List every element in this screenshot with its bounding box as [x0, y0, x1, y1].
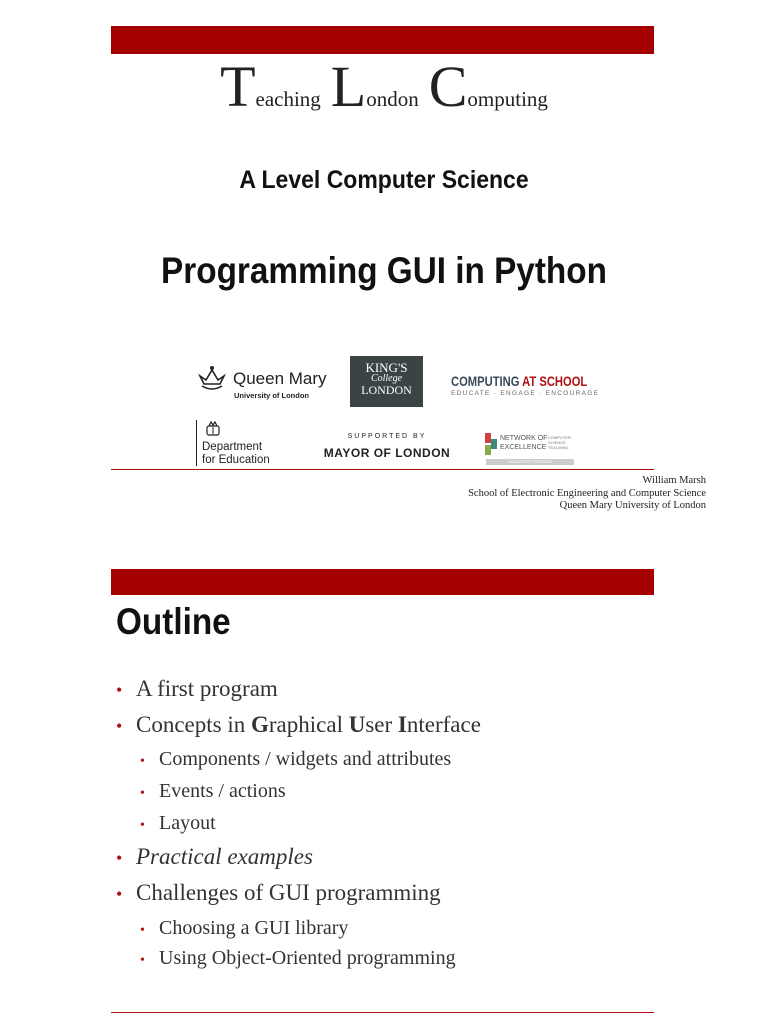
bullet-first-program: • A first program — [116, 676, 278, 701]
bullet-dot: • — [140, 786, 145, 801]
network-of-excellence-logo — [484, 432, 576, 466]
brand-initial-c: C — [428, 54, 468, 119]
course-subtitle: A Level Computer Science — [239, 166, 529, 194]
dfe-divider — [196, 420, 197, 466]
bullet-dot: • — [116, 884, 123, 904]
bullet-dot: • — [116, 680, 123, 700]
sub-bullet-events: • Events / actions — [140, 780, 286, 802]
kings-line1: KING'S — [365, 360, 408, 375]
bullet-practical: • Practical examples — [116, 844, 313, 869]
noe-small: COMPUTER SCIENCE TEACHING — [548, 435, 571, 450]
bullet-dot: • — [140, 818, 145, 833]
bullet-dot: • — [116, 716, 123, 736]
cas-tagline: EDUCATE · ENGAGE · ENCOURAGE — [451, 390, 600, 397]
slide2-footer-line — [111, 1012, 654, 1013]
brand-word-computing: omputing — [467, 87, 548, 111]
author-name: William Marsh — [642, 475, 706, 486]
bullet-dot: • — [116, 848, 123, 868]
slide1-header-bar — [111, 26, 654, 54]
bullet-concepts: • Concepts in Graphical User Interface — [116, 712, 481, 737]
author-university: Queen Mary University of London — [559, 500, 706, 511]
author-block — [468, 475, 706, 513]
royal-crest-icon — [204, 421, 222, 437]
crown-icon — [196, 364, 228, 392]
kings-line2: College — [370, 373, 403, 384]
noe-emblem-icon — [484, 432, 498, 458]
sub-bullet-layout: • Layout — [140, 812, 216, 834]
dfe-line1: Department — [202, 441, 263, 453]
qm-name: Queen Mary — [233, 369, 327, 388]
noe-line1: NETWORK OF — [500, 435, 548, 442]
brand-word-teaching: eaching — [255, 87, 321, 111]
sub-bullet-oop: • Using Object-Oriented programming — [140, 947, 456, 969]
bullet-dot: • — [140, 754, 145, 769]
qm-sub: University of London — [234, 391, 309, 400]
mayor-of-london-logo — [320, 433, 454, 460]
noe-partner: UNIVERSITY PARTNER — [486, 459, 574, 465]
mayor-name: MAYOR OF LONDON — [323, 446, 451, 460]
sub-bullet-components: • Components / widgets and attributes — [140, 748, 452, 770]
dfe-line2: for Education — [202, 454, 270, 466]
outline-title: Outline — [116, 601, 231, 642]
dfe-logo — [196, 420, 286, 468]
brand-word-london: ondon — [366, 87, 419, 111]
brand-initial-l: L — [330, 54, 367, 119]
slide-title: Programming GUI in Python — [161, 250, 607, 291]
slide1-footer-line — [111, 469, 654, 470]
mayor-supported-by: SUPPORTED BY — [347, 433, 427, 440]
computing-at-school-logo — [451, 373, 600, 397]
brand-initial-t: T — [220, 54, 256, 119]
bullet-dot: • — [140, 953, 145, 968]
queen-mary-logo — [196, 362, 336, 402]
brand-heading — [0, 54, 768, 119]
bullet-dot: • — [140, 923, 145, 938]
slide2-header-bar — [111, 569, 654, 595]
sub-bullet-choosing: • Choosing a GUI library — [140, 917, 349, 939]
kings-college-logo — [350, 356, 423, 407]
bullet-challenges: • Challenges of GUI programming — [116, 880, 441, 905]
author-school: School of Electronic Engineering and Computer Science — [468, 487, 706, 499]
noe-line2: EXCELLENCE — [500, 444, 547, 451]
kings-line3: LONDON — [361, 383, 412, 397]
cas-accent: AT SCHOOL — [522, 373, 588, 389]
cas-main: COMPUTING — [451, 373, 520, 389]
